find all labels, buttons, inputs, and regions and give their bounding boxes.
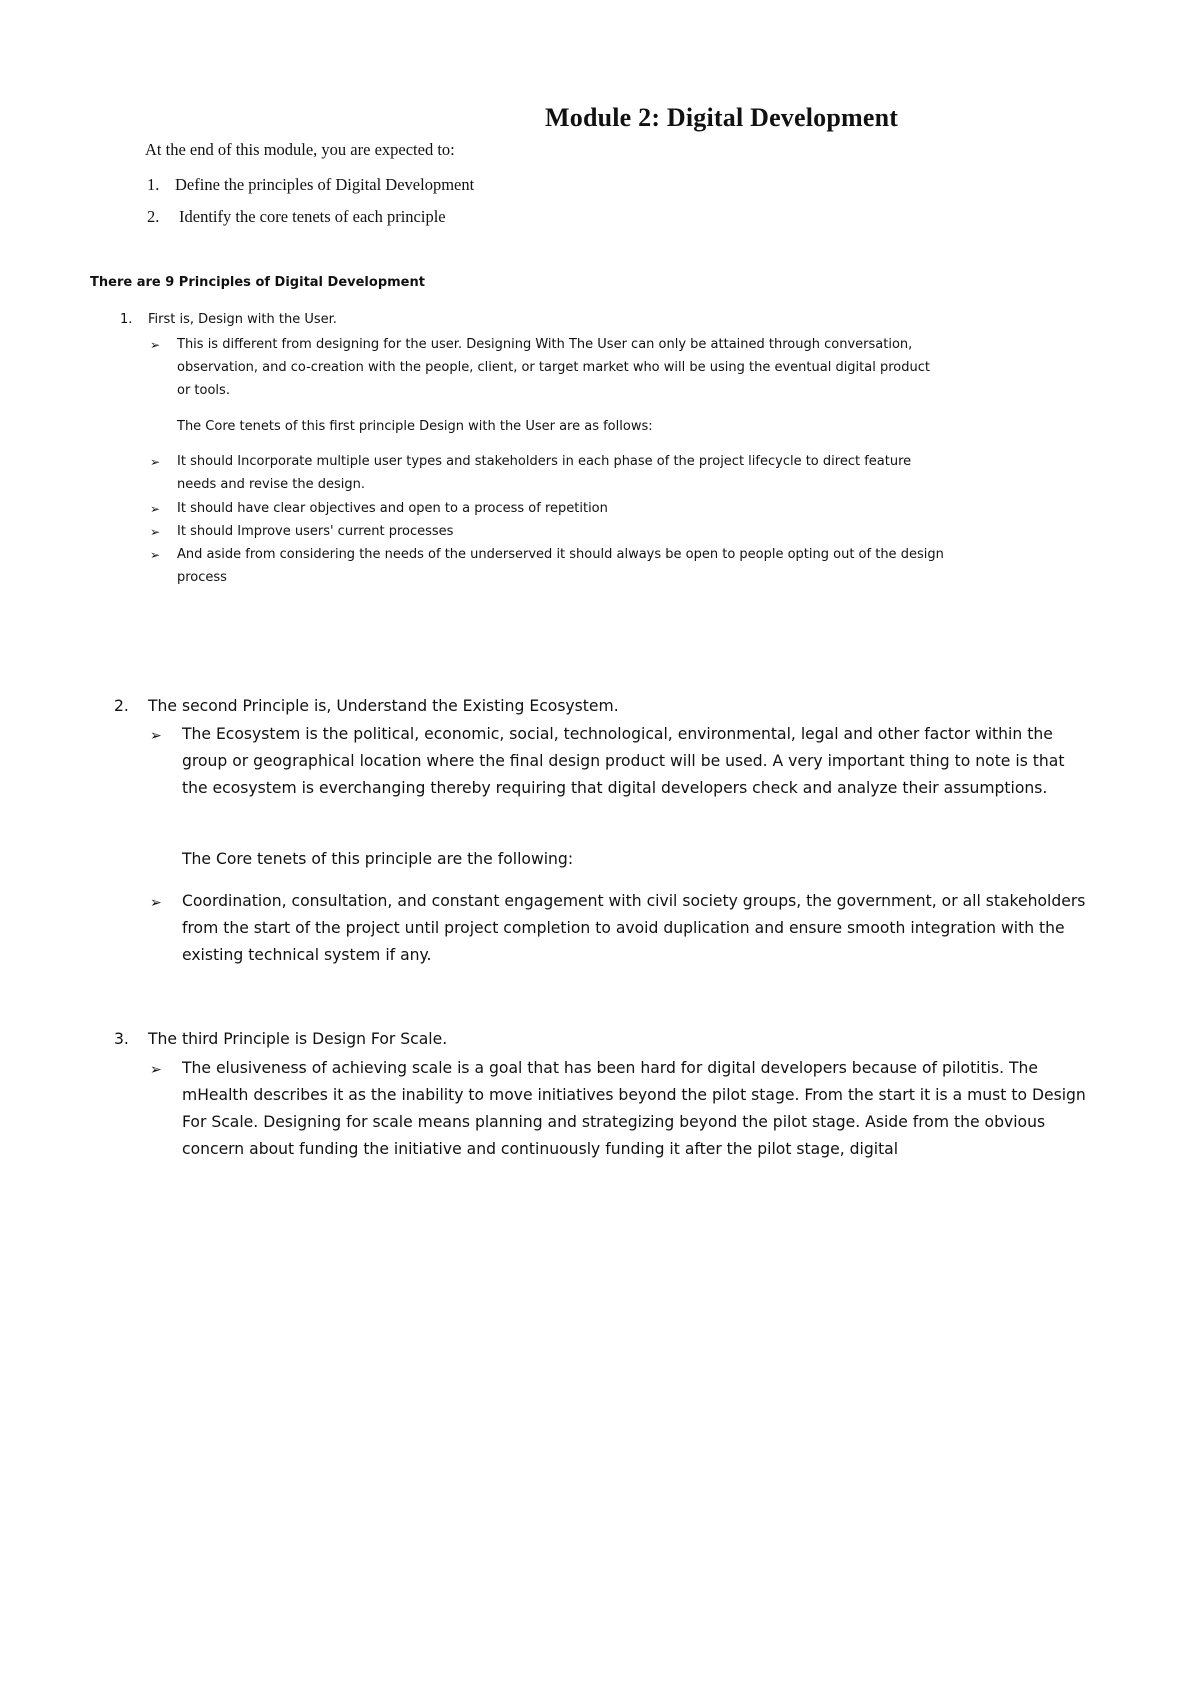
bullet-arrow-icon: ➢: [150, 525, 161, 539]
principle-3-number: 3.: [114, 1030, 129, 1048]
objective-item: [147, 207, 446, 227]
objective-text: Define the principles of Digital Development: [175, 175, 475, 194]
principle-2-tenet-item: Coordination, consultation, and constant engagement with civil society groups, the government, or all stakeholders from the start of the project until project completion to avoid duplication and ensure smooth integration with the existing technical system if any.: [182, 892, 1086, 964]
principle-1-tenet-item: It should Incorporate multiple user types and stakeholders in each phase of the project lifecycle to direct feature needs and revise the design.: [177, 454, 912, 492]
bullet-arrow-icon: ➢: [150, 1062, 162, 1078]
page-title: Module 2: Digital Development: [545, 103, 899, 132]
section-heading: There are 9 Principles of Digital Development: [90, 275, 425, 290]
objective-text: Identify the core tenets of each principle: [179, 207, 446, 226]
objectives-intro: At the end of this module, you are expected to:: [145, 140, 455, 159]
bullet-arrow-icon: ➢: [150, 502, 161, 516]
principle-2-number: 2.: [114, 697, 129, 715]
principle-3-heading: The third Principle is Design For Scale.: [148, 1030, 448, 1048]
bullet-arrow-icon: ➢: [150, 338, 161, 352]
principle-1-tenet-item: And aside from considering the needs of the underserved it should always be open to people opting out of the design process: [177, 547, 944, 585]
bullet-arrow-icon: ➢: [150, 548, 161, 562]
objective-item: [147, 175, 474, 195]
objective-number: 1.: [147, 175, 160, 194]
principle-2-heading: The second Principle is, Understand the Existing Ecosystem.: [148, 697, 619, 715]
principle-1-tenet-item: It should Improve users' current processes: [177, 524, 454, 539]
principle-3-description: The elusiveness of achieving scale is a goal that has been hard for digital developers because of pilotitis. The mHealth describes it as the inability to move initiatives beyond the pilot stage. From the start it is a must to Design For Scale. Designing for scale means planning and strategizing beyond the pilot stage. Aside from the obvious concern about funding the initiative and continuously funding it after the pilot stage, digital: [182, 1059, 1086, 1158]
objective-number: 2.: [147, 207, 160, 226]
principle-2-tenets-intro: The Core tenets of this principle are the following:: [182, 850, 574, 868]
principle-1-number: 1.: [120, 312, 133, 327]
principle-1-heading: First is, Design with the User.: [148, 312, 337, 327]
principle-2-description: The Ecosystem is the political, economic, social, technological, environmental, legal and other factor within the group or geographical location where the final design product will be used. A very important thing to note is that the ecosystem is everchanging thereby requiring that digital developers check and analyze their assumptions.: [182, 725, 1065, 797]
principle-1-tenet-item: It should have clear objectives and open to a process of repetition: [177, 501, 608, 516]
bullet-arrow-icon: ➢: [150, 455, 161, 469]
principle-1-description: This is different from designing for the user. Designing With The User can only be attained through conversation, observation, and co-creation with the people, client, or target market who will be using the eventual digital product or tools.: [177, 337, 930, 398]
bullet-arrow-icon: ➢: [150, 728, 162, 744]
bullet-arrow-icon: ➢: [150, 895, 162, 911]
principle-1-tenets-intro: The Core tenets of this first principle Design with the User are as follows:: [177, 419, 653, 434]
